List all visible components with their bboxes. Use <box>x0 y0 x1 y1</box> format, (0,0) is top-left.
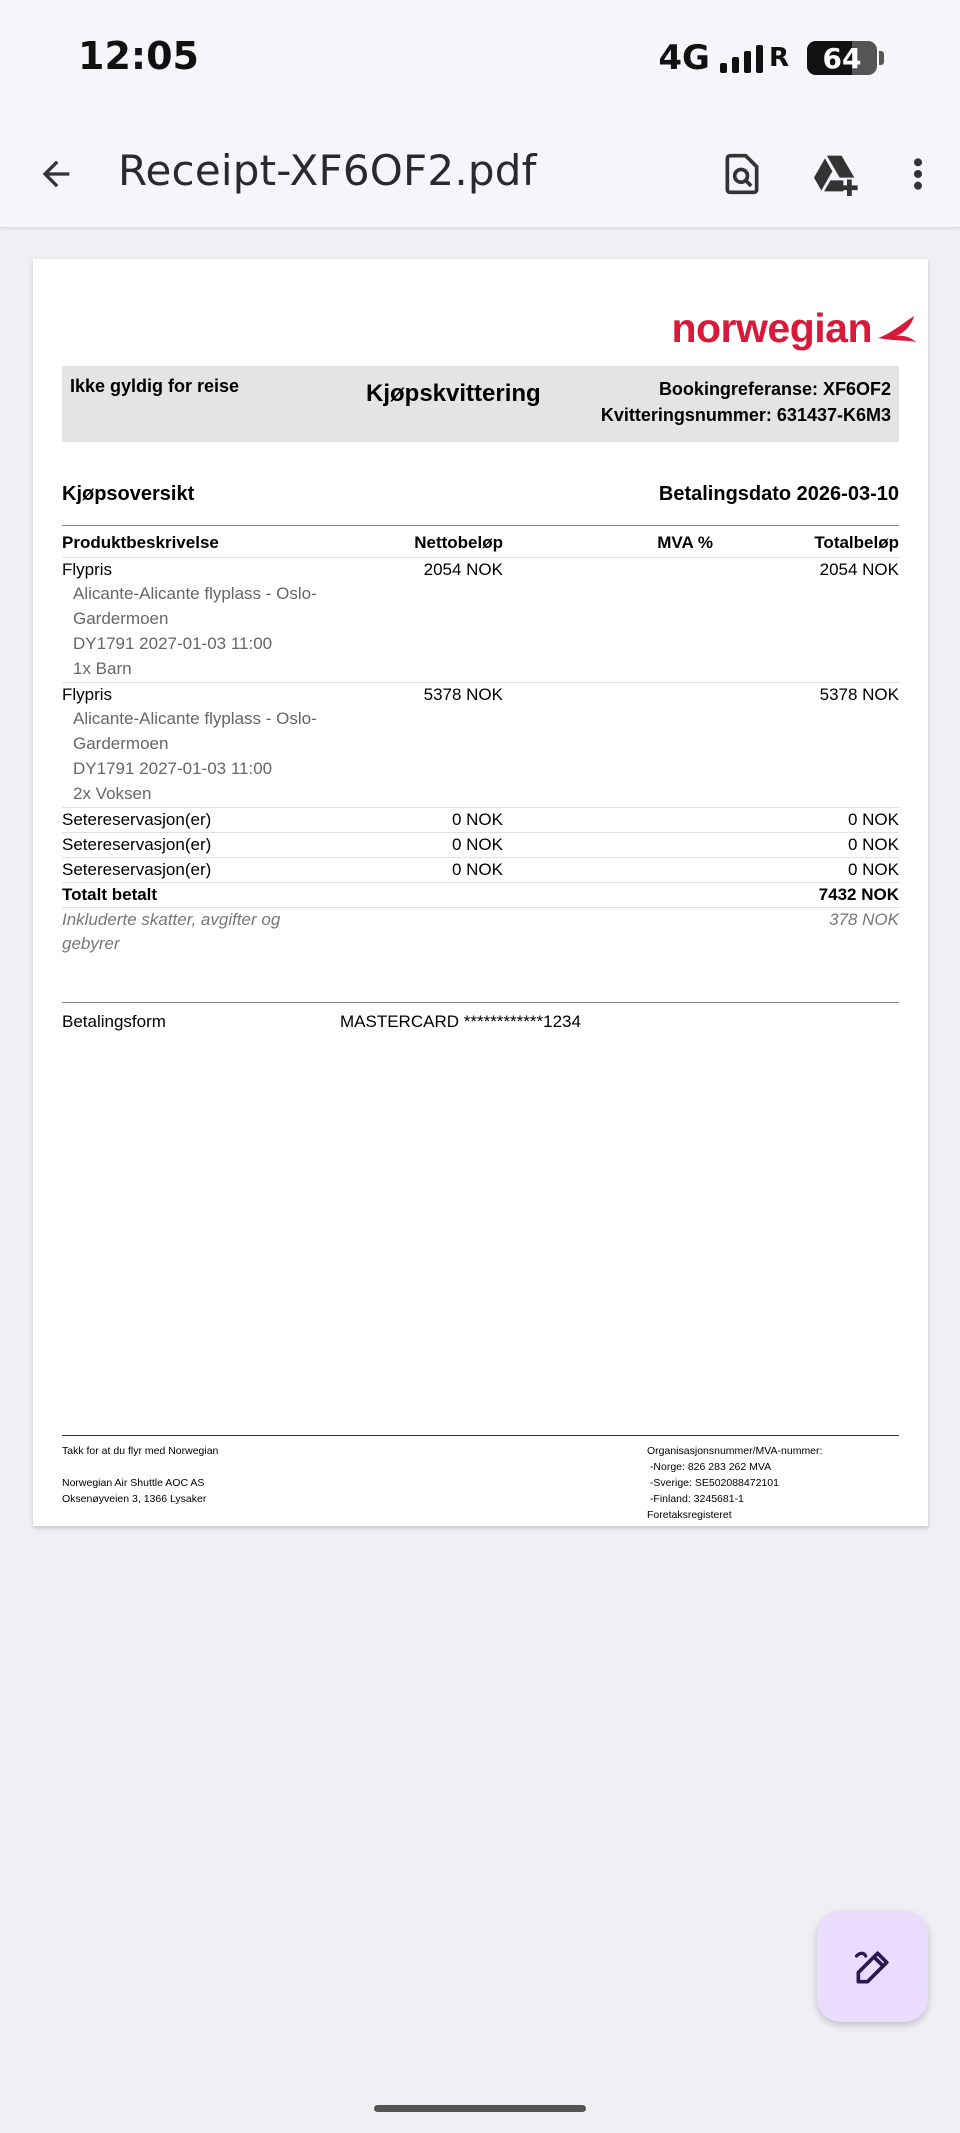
footer-org-label: Organisasjonsnummer/MVA-nummer: <box>647 1445 823 1457</box>
table-row <box>62 682 899 707</box>
back-arrow-icon <box>36 154 76 194</box>
table-row <box>62 807 899 832</box>
item-detail-row <box>62 732 899 757</box>
item-net: 0 NOK <box>320 857 503 882</box>
total-row <box>62 882 899 907</box>
item-detail-row <box>62 657 899 682</box>
brand-wordmark: norwegian <box>671 305 872 351</box>
item-description: Flypris <box>62 559 113 579</box>
status-icons <box>658 38 884 78</box>
payment-date: Betalingsdato 2026-03-10 <box>658 483 899 505</box>
empty-cell <box>320 882 503 907</box>
item-description: Flypris <box>62 684 113 704</box>
item-detail-row <box>62 632 899 657</box>
find-in-page-icon <box>720 152 764 196</box>
item-detail: Gardermoen <box>73 734 169 753</box>
table-row <box>62 557 899 582</box>
item-total: 5378 NOK <box>819 684 899 704</box>
item-total: 0 NOK <box>713 807 899 832</box>
more-vert-icon <box>910 154 926 194</box>
norwegian-logo <box>671 305 918 352</box>
footer-company: Norwegian Air Shuttle AOC AS <box>62 1477 205 1489</box>
item-detail: Gardermoen <box>73 609 169 628</box>
divider <box>62 525 899 526</box>
add-to-drive-button[interactable] <box>808 148 864 200</box>
footer-right <box>647 1443 822 1523</box>
table-row <box>62 857 899 882</box>
footer-spacer <box>62 1459 218 1475</box>
network-type: 4G <box>658 38 710 78</box>
empty-cell <box>320 907 503 956</box>
app-bar <box>0 118 960 228</box>
footer-thanks: Takk for at du flyr med Norwegian <box>62 1445 219 1457</box>
item-net: 2054 NOK <box>423 559 503 579</box>
empty-cell <box>503 907 713 956</box>
footer-registry: Foretaksregisteret <box>647 1509 732 1521</box>
item-detail: Alicante-Alicante flyplass - Oslo- <box>73 584 317 603</box>
receipt-title: Kjøpskvittering <box>366 380 541 407</box>
item-description: Setereservasjon(er) <box>62 832 320 857</box>
empty-cell <box>503 882 713 907</box>
item-net: 0 NOK <box>320 807 503 832</box>
item-total: 2054 NOK <box>819 559 899 579</box>
home-indicator[interactable] <box>374 2105 586 2112</box>
invalid-for-travel-notice: Ikke gyldig for reise <box>70 376 240 396</box>
item-vat <box>503 557 713 582</box>
item-detail-row <box>62 607 899 632</box>
item-net: 5378 NOK <box>423 684 503 704</box>
footer-org-sweden: -Sverige: SE502088472101 <box>647 1477 779 1489</box>
purchase-overview-title: Kjøpsoversikt <box>62 483 195 505</box>
receipt-header <box>62 366 899 442</box>
receipt-number: Kvitteringsnummer: 631437-K6M3 <box>600 405 891 425</box>
find-in-page-button[interactable] <box>716 148 768 200</box>
item-vat <box>503 682 713 707</box>
table-header-row <box>62 533 899 557</box>
purchase-table <box>62 533 899 956</box>
footer-left <box>62 1443 218 1507</box>
item-detail: 2x Voksen <box>62 782 899 807</box>
add-to-drive-icon <box>812 152 860 196</box>
taxes-note-line2: gebyrer <box>62 933 120 953</box>
column-header-vat: MVA % <box>503 533 713 557</box>
item-detail-row <box>62 582 899 607</box>
roaming-indicator: R <box>768 43 789 73</box>
signal-strength-icon <box>720 43 763 73</box>
column-header-description: Produktbeskrivelse <box>62 533 320 557</box>
taxes-value: 378 NOK <box>829 909 899 929</box>
footer-org-finland: -Finland: 3245681-1 <box>647 1493 744 1505</box>
pdf-page[interactable] <box>33 259 928 1526</box>
taxes-row <box>62 907 899 956</box>
item-vat <box>503 807 713 832</box>
edit-fab-button[interactable] <box>817 1911 928 2022</box>
item-detail-row <box>62 757 899 782</box>
item-total: 0 NOK <box>713 857 899 882</box>
battery-percent: 64 <box>822 41 862 75</box>
item-detail: 1x Barn <box>62 657 899 682</box>
footer-address: Oksenøyveien 3, 1366 Lysaker <box>62 1493 207 1505</box>
item-vat <box>503 857 713 882</box>
battery-tip <box>879 51 884 65</box>
column-header-net: Nettobeløp <box>320 533 503 557</box>
footer-org-norway: -Norge: 826 283 262 MVA <box>647 1461 772 1473</box>
footer-divider <box>62 1435 899 1436</box>
status-time: 12:05 <box>78 34 199 78</box>
divider <box>62 1002 899 1003</box>
item-total: 0 NOK <box>713 832 899 857</box>
taxes-note-line1: Inkluderte skatter, avgifter og <box>62 909 281 929</box>
taxes-note <box>62 907 320 956</box>
back-button[interactable] <box>30 148 82 200</box>
total-label: Totalt betalt <box>62 882 320 907</box>
payment-method-value: MASTERCARD ************1234 <box>340 1012 581 1031</box>
item-detail: DY1791 2027-01-03 11:00 <box>73 759 273 778</box>
more-options-button[interactable] <box>898 148 938 200</box>
airplane-tail-icon <box>876 314 918 344</box>
booking-reference: Bookingreferanse: XF6OF2 <box>658 379 891 399</box>
document-title: Receipt-XF6OF2.pdf <box>118 146 537 195</box>
item-description: Setereservasjon(er) <box>62 807 320 832</box>
total-value: 7432 NOK <box>713 882 899 907</box>
item-net: 0 NOK <box>320 832 503 857</box>
item-detail-row <box>62 782 899 807</box>
column-header-total: Totalbeløp <box>713 533 899 557</box>
item-detail-row <box>62 707 899 732</box>
edit-pen-icon <box>851 1945 895 1989</box>
booking-info <box>601 376 891 428</box>
item-vat <box>503 832 713 857</box>
table-row <box>62 832 899 857</box>
item-detail: Alicante-Alicante flyplass - Oslo- <box>73 709 317 728</box>
status-bar <box>0 0 960 118</box>
item-detail: DY1791 2027-01-03 11:00 <box>73 634 273 653</box>
item-description: Setereservasjon(er) <box>62 857 320 882</box>
payment-method-label: Betalingsform <box>62 1012 166 1031</box>
battery-icon <box>807 41 877 75</box>
